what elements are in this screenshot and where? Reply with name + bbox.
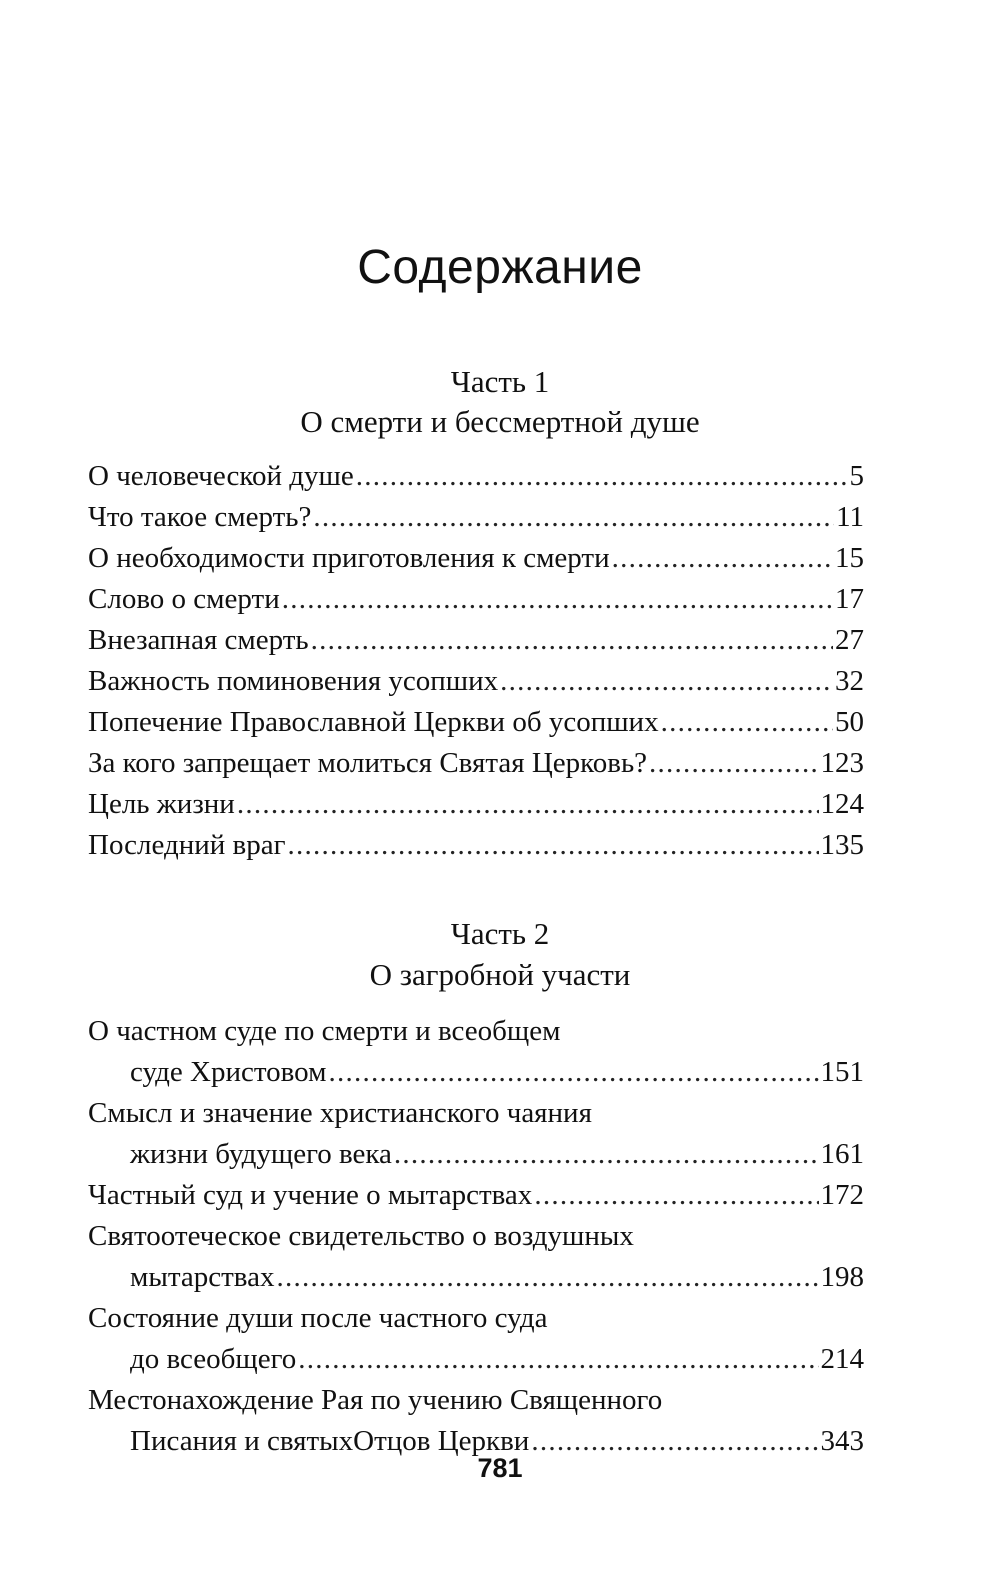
dot-leader xyxy=(328,1052,818,1093)
toc-entry xyxy=(88,743,864,784)
toc-entry-title: Святоотеческое свидетельство о воздушных xyxy=(88,1220,634,1252)
toc-entry-title: жизни будущего века xyxy=(130,1138,392,1170)
toc-entry-title: О частном суде по смерти и всеобщем xyxy=(88,1015,561,1047)
part-2-toc xyxy=(88,1011,864,1462)
page-number: 781 xyxy=(477,1453,523,1483)
dot-leader xyxy=(298,1339,818,1380)
toc-entry-line xyxy=(88,825,864,866)
page-title: Содержание xyxy=(357,241,643,294)
toc-page-number: 123 xyxy=(820,747,864,779)
toc-entry-title: Местонахождение Рая по учению Священного xyxy=(88,1384,663,1416)
toc-page-number: 198 xyxy=(820,1261,864,1293)
toc-entry-continuation xyxy=(88,1257,864,1298)
toc-entry-title: Смысл и значение христианского чаяния xyxy=(88,1097,592,1129)
toc-entry-title: суде Христовом xyxy=(130,1056,327,1088)
toc-entry xyxy=(88,1011,864,1093)
toc-entry xyxy=(88,456,864,497)
toc-entry-line xyxy=(88,1216,864,1257)
toc-page-number: 172 xyxy=(820,1179,864,1211)
toc-entry-line xyxy=(88,702,864,743)
toc-entry-line xyxy=(88,456,864,497)
toc-entry xyxy=(88,1175,864,1216)
toc-entry xyxy=(88,661,864,702)
dot-leader xyxy=(288,825,819,866)
toc-entry-title: Писания и святыхОтцов Церкви xyxy=(130,1425,530,1457)
toc-entry-line xyxy=(88,1093,864,1134)
dot-leader xyxy=(534,1175,818,1216)
dot-leader xyxy=(394,1134,819,1175)
dot-leader xyxy=(356,456,848,497)
toc-entry-line xyxy=(88,1298,864,1339)
toc-entry-line xyxy=(88,743,864,784)
dot-leader xyxy=(237,784,819,825)
toc-page-number: 5 xyxy=(849,460,864,492)
dot-leader xyxy=(311,620,833,661)
toc-entry-line xyxy=(88,784,864,825)
dot-leader xyxy=(276,1257,818,1298)
toc-page-number: 124 xyxy=(820,788,864,820)
toc-entry-title: Последний враг xyxy=(88,829,286,861)
toc-entry-line xyxy=(88,538,864,579)
part-1-title: О смерти и бессмертной душе xyxy=(300,404,700,439)
toc-entry-title: до всеобщего xyxy=(130,1343,297,1375)
part-1-toc xyxy=(88,456,864,866)
toc-entry-title: Слово о смерти xyxy=(88,583,280,615)
toc-page-number: 32 xyxy=(835,665,864,697)
toc-page-number: 11 xyxy=(836,501,864,533)
toc-entry-continuation xyxy=(88,1052,864,1093)
toc-entry-line xyxy=(88,1175,864,1216)
toc-entry-title: Важность поминовения усопших xyxy=(88,665,499,697)
toc-entry-title: Цель жизни xyxy=(88,788,235,820)
toc-entry-continuation xyxy=(88,1134,864,1175)
toc-entry-line xyxy=(88,1011,864,1052)
toc-entry xyxy=(88,702,864,743)
toc-entry xyxy=(88,784,864,825)
dot-leader xyxy=(649,743,818,784)
toc-entry-line xyxy=(88,661,864,702)
toc-entry-title: Что такое смерть? xyxy=(88,501,312,533)
toc-entry xyxy=(88,579,864,620)
toc-entry-title: мытарствах xyxy=(130,1261,275,1293)
toc-entry-title: Внезапная смерть xyxy=(88,624,309,656)
toc-entry xyxy=(88,1093,864,1175)
toc-entry xyxy=(88,1298,864,1380)
toc-page-number: 15 xyxy=(835,542,864,574)
toc-page-number: 343 xyxy=(820,1425,864,1457)
dot-leader xyxy=(612,538,833,579)
toc-page-number: 214 xyxy=(820,1343,864,1375)
dot-leader xyxy=(661,702,833,743)
toc-entry-line xyxy=(88,1380,864,1421)
toc-entry xyxy=(88,538,864,579)
toc-entry-title: Состояние души после частного суда xyxy=(88,1302,548,1334)
toc-entry-title: О человеческой душе xyxy=(88,460,354,492)
toc-entry-title: Попечение Православной Церкви об усопших xyxy=(88,706,659,738)
toc-entry-title: О необходимости приготовления к смерти xyxy=(88,542,610,574)
toc-page-number: 17 xyxy=(835,583,864,615)
dot-leader xyxy=(313,497,834,538)
toc-entry-line xyxy=(88,579,864,620)
toc-entry-title: За кого запрещает молиться Святая Церковь? xyxy=(88,747,648,779)
toc-entry-continuation xyxy=(88,1339,864,1380)
toc-page-number: 135 xyxy=(820,829,864,861)
toc-entry xyxy=(88,1216,864,1298)
dot-leader xyxy=(282,579,833,620)
toc-page-number: 50 xyxy=(835,706,864,738)
toc-entry xyxy=(88,825,864,866)
part-2-label: Часть 2 xyxy=(450,916,550,951)
part-2-title: О загробной участи xyxy=(369,957,631,992)
toc-entry-line xyxy=(88,497,864,538)
toc-page-number: 161 xyxy=(820,1138,864,1170)
toc-entry xyxy=(88,620,864,661)
toc-page-number: 151 xyxy=(820,1056,864,1088)
part-1-label: Часть 1 xyxy=(450,364,550,399)
dot-leader xyxy=(500,661,833,702)
toc-entry xyxy=(88,497,864,538)
toc-entry-line xyxy=(88,620,864,661)
toc-page-number: 27 xyxy=(835,624,864,656)
toc-entry-title: Частный суд и учение о мытарствах xyxy=(88,1179,533,1211)
